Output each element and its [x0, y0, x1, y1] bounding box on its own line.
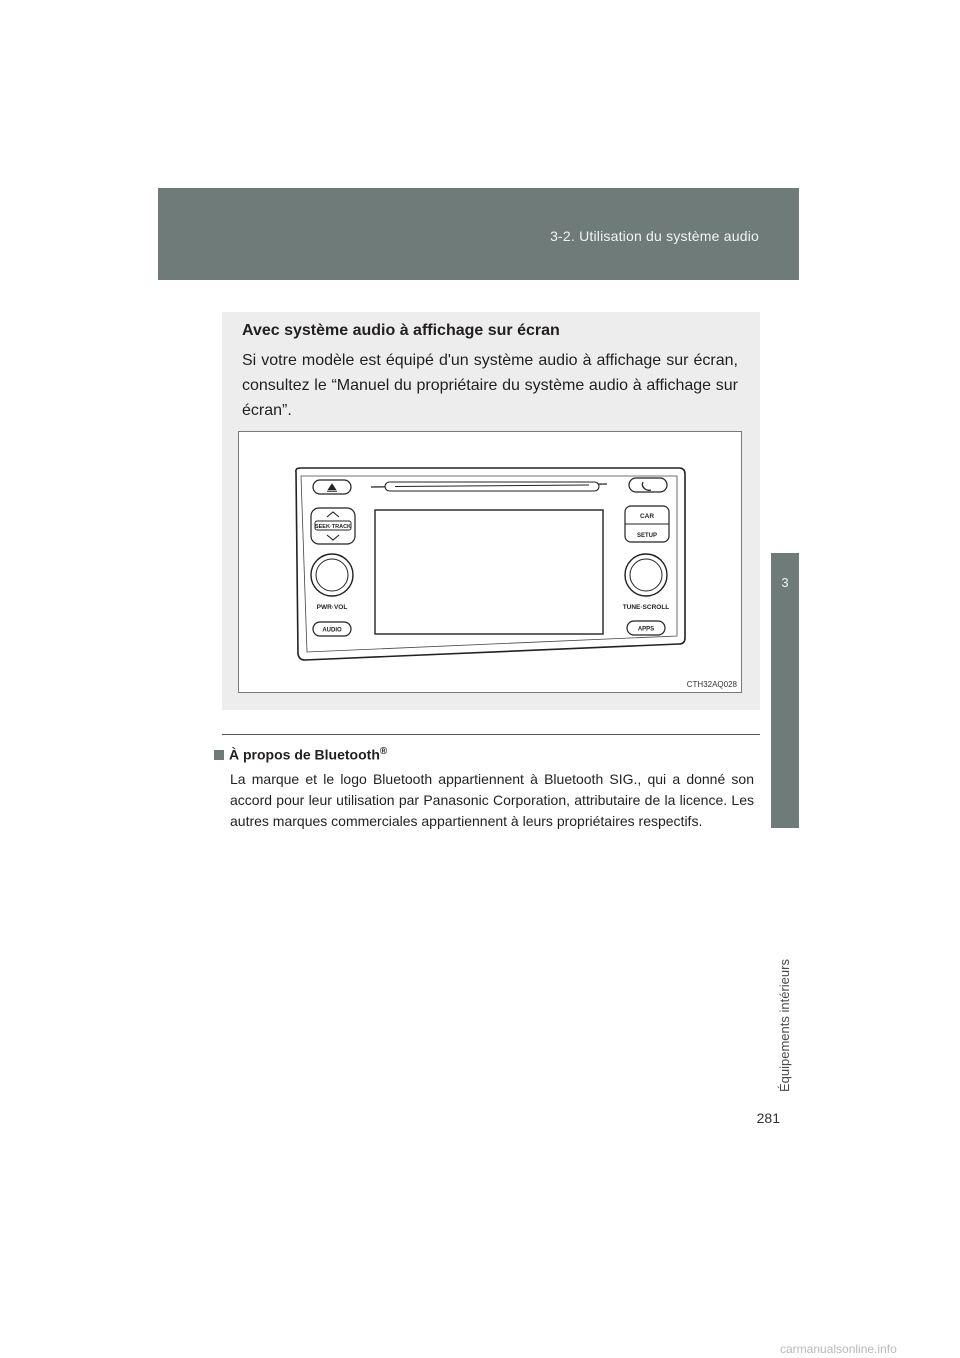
info-body: Si votre modèle est équipé d'un système audio à affichage sur écran, consultez le “Manuel du propriétaire du système audio à affichage sur écran”. [242, 352, 738, 419]
figure-code: CTH32AQ028 [686, 680, 737, 689]
watermark: carmanualsonline.info [780, 1342, 897, 1356]
section-body: La marque et le logo Bluetooth appartiennent à Bluetooth SIG., qui a donné son accord pour leur utilisation par Panasonic Corporation, attributaire de la licence. Les autres marques commerciales appartiennent à leurs propriétaires respectifs. [230, 770, 754, 829]
chapter-label: Équipements intérieurs [777, 959, 792, 1092]
pwr-vol-label: PWR·VOL [316, 604, 348, 611]
section-title [214, 746, 754, 763]
chapter-side-label [771, 832, 799, 1092]
audio-unit-illustration [239, 432, 743, 694]
section-divider [222, 734, 760, 735]
apps-label: APPS [637, 626, 655, 633]
chapter-side-tab [771, 553, 799, 828]
seek-track-label: SEEK·TRACK [314, 524, 352, 530]
setup-label: SETUP [636, 533, 658, 539]
chapter-header [158, 188, 799, 280]
info-heading: Avec système audio à affichage sur écran [242, 322, 560, 339]
bullet-square-icon [214, 750, 224, 760]
car-label: CAR [639, 513, 655, 520]
bluetooth-section [214, 746, 754, 832]
audio-unit-figure [238, 431, 742, 693]
section-title-text: À propos de Bluetooth [229, 746, 380, 763]
audio-label: AUDIO [322, 627, 342, 634]
registered-mark: ® [379, 746, 388, 757]
chapter-number: 3 [781, 575, 789, 590]
tune-scroll-label: TUNE·SCROLL [622, 604, 670, 611]
header-title: 3-2. Utilisation du système audio [550, 228, 759, 244]
page-number: 281 [756, 1110, 780, 1126]
